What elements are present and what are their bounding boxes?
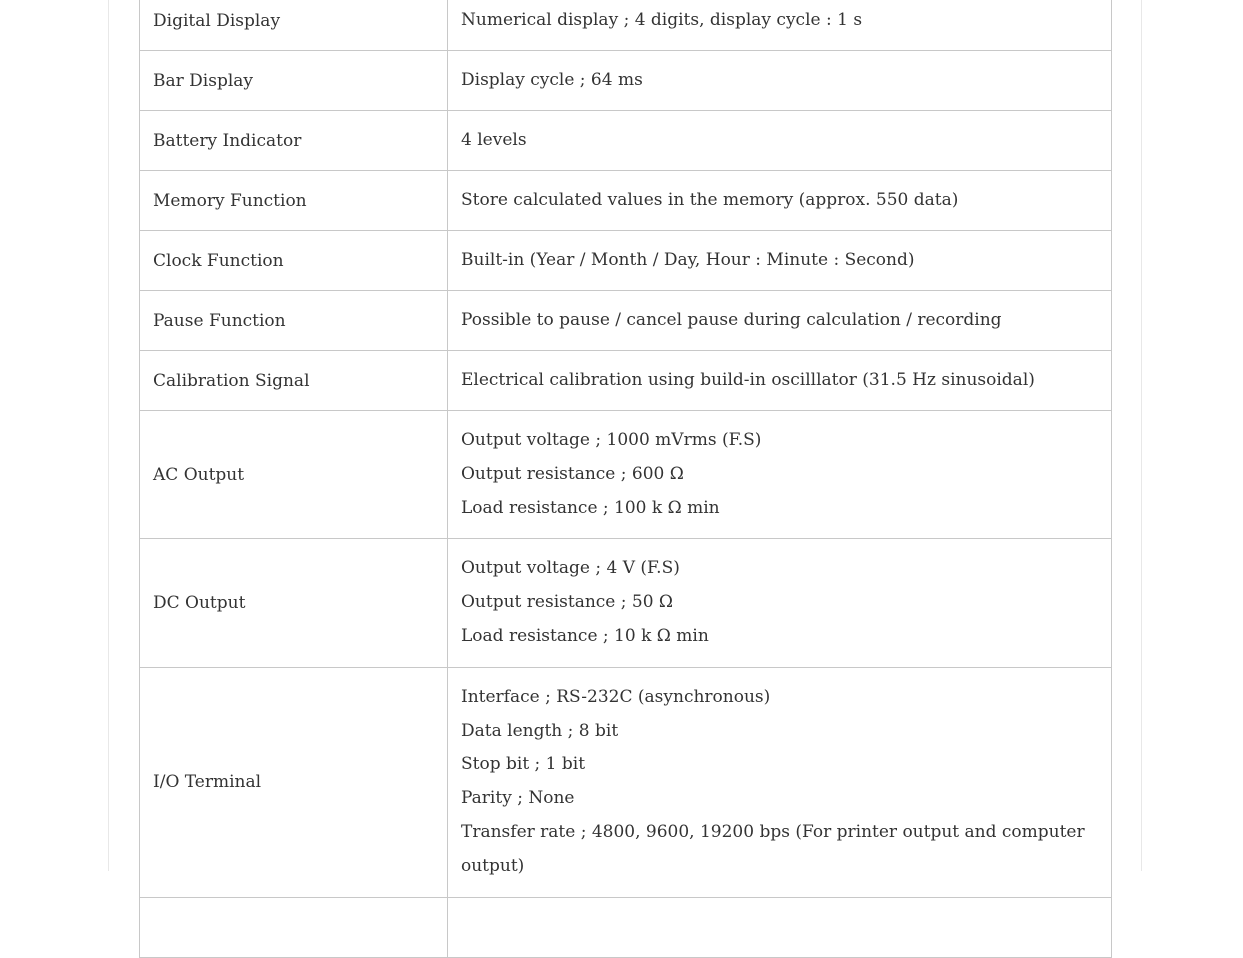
row-label: Calibration Signal [140,351,448,411]
table-row [140,0,1112,51]
value-line: Load resistance ; 10 k Ω min [461,625,709,646]
value-line: Numerical display ; 4 digits, display cycle : 1 s [461,9,863,30]
table-row [140,411,1112,539]
row-label: AC Output [140,411,448,539]
value-line: Output resistance ; 600 Ω [461,463,684,484]
row-label [140,897,448,957]
row-value [448,231,1112,291]
table-row [140,539,1112,667]
value-line: Output resistance ; 50 Ω [461,592,674,613]
row-label: DC Output [140,539,448,667]
row-label: I/O Terminal [140,667,448,897]
row-value [448,539,1112,667]
table-row [140,171,1112,231]
value-line: 4 levels [461,129,527,150]
value-line: Output voltage ; 4 V (F.S) [461,558,680,579]
row-value [448,171,1112,231]
value-line: Interface ; RS-232C (asynchronous) [461,686,771,707]
specifications-table [139,0,1112,958]
row-value [448,411,1112,539]
table-row [140,897,1112,957]
row-value [448,667,1112,897]
row-value [448,0,1112,51]
row-label: Clock Function [140,231,448,291]
value-line: Electrical calibration using build-in oscilllator (31.5 Hz sinusoidal) [461,369,1035,390]
row-value [448,51,1112,111]
row-label: Battery Indicator [140,111,448,171]
row-value [448,351,1112,411]
row-label: Digital Display [140,0,448,51]
value-line: Built-in (Year / Month / Day, Hour : Minute : Second) [461,249,915,270]
table-row [140,111,1112,171]
row-value [448,897,1112,957]
table-row [140,351,1112,411]
value-line: Data length ; 8 bit [461,720,619,741]
row-value [448,111,1112,171]
table-row [140,231,1112,291]
value-line: Display cycle ; 64 ms [461,69,643,90]
value-line: Possible to pause / cancel pause during calculation / recording [461,309,1002,330]
row-value [448,291,1112,351]
value-line: Stop bit ; 1 bit [461,754,586,775]
table-row [140,291,1112,351]
value-line: Parity ; None [461,788,575,809]
row-label: Bar Display [140,51,448,111]
value-line: Load resistance ; 100 k Ω min [461,497,720,518]
row-label: Memory Function [140,171,448,231]
table-row [140,667,1112,897]
row-label: Pause Function [140,291,448,351]
table-row [140,51,1112,111]
value-line: Store calculated values in the memory (approx. 550 data) [461,189,959,210]
value-line: Output voltage ; 1000 mVrms (F.S) [461,430,762,450]
value-line: Transfer rate ; 4800, 9600, 19200 bps (For printer output and computer output) [461,821,1085,876]
